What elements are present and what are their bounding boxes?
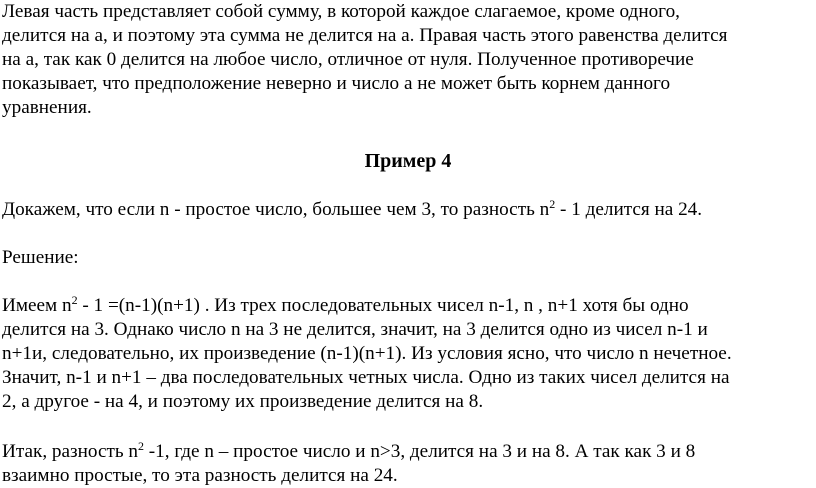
- conclusion-text: Итак, разность n: [2, 441, 138, 462]
- text-line: Решение:: [2, 247, 79, 268]
- text-line: [2, 294, 732, 318]
- problem-statement: [0, 198, 702, 222]
- conclusion-text: -1, где n – простое число и n>3, делится на 3 и на 8. А так как 3 и 8: [143, 441, 696, 462]
- conclusion-paragraph: [0, 440, 695, 488]
- text-line: на a, так как 0 делится на любое число, отличное от нуля. Полученное противоречие: [2, 49, 694, 70]
- text-line: n+1и, следовательно, их произведение (n-1)(n+1). Из условия ясно, что число n нечетное.: [2, 343, 732, 364]
- exponent: 2: [549, 197, 556, 211]
- solution-paragraph: [0, 294, 732, 414]
- statement-text: - 1 делится на 24.: [555, 199, 703, 220]
- intro-paragraph: [0, 0, 727, 120]
- text-line: [2, 198, 702, 222]
- exponent: 2: [137, 439, 144, 453]
- text-line: Значит, n-1 и n+1 – два последовательных четных числа. Одно из таких чисел делится на: [2, 367, 730, 388]
- solution-label: [0, 246, 79, 270]
- example-heading: Пример 4: [364, 150, 452, 172]
- solution-text: - 1 =(n-1)(n+1) . Из трех последовательных чисел n-1, n , n+1 хотя бы одно: [77, 295, 689, 316]
- solution-text: Имеем n: [2, 295, 72, 316]
- text-line: взаимно простые, то эта разность делится на 24.: [2, 465, 398, 486]
- exponent: 2: [71, 293, 78, 307]
- text-line: делится на a, и поэтому эта сумма не делится на a. Правая часть этого равенства делится: [2, 25, 728, 46]
- text-line: уравнения.: [2, 97, 92, 118]
- text-line: делится на 3. Однако число n на 3 не делится, значит, на 3 делится одно из чисел n-1 и: [2, 319, 708, 340]
- statement-text: Докажем, что если n - простое число, большее чем 3, то разность n: [2, 199, 550, 220]
- text-line: 2, а другое - на 4, и поэтому их произведение делится на 8.: [2, 391, 484, 412]
- text-line: показывает, что предположение неверно и число a не может быть корнем данного: [2, 73, 671, 94]
- text-line: Левая часть представляет собой сумму, в которой каждое слагаемое, кроме одного,: [2, 1, 680, 22]
- text-line: [2, 440, 695, 464]
